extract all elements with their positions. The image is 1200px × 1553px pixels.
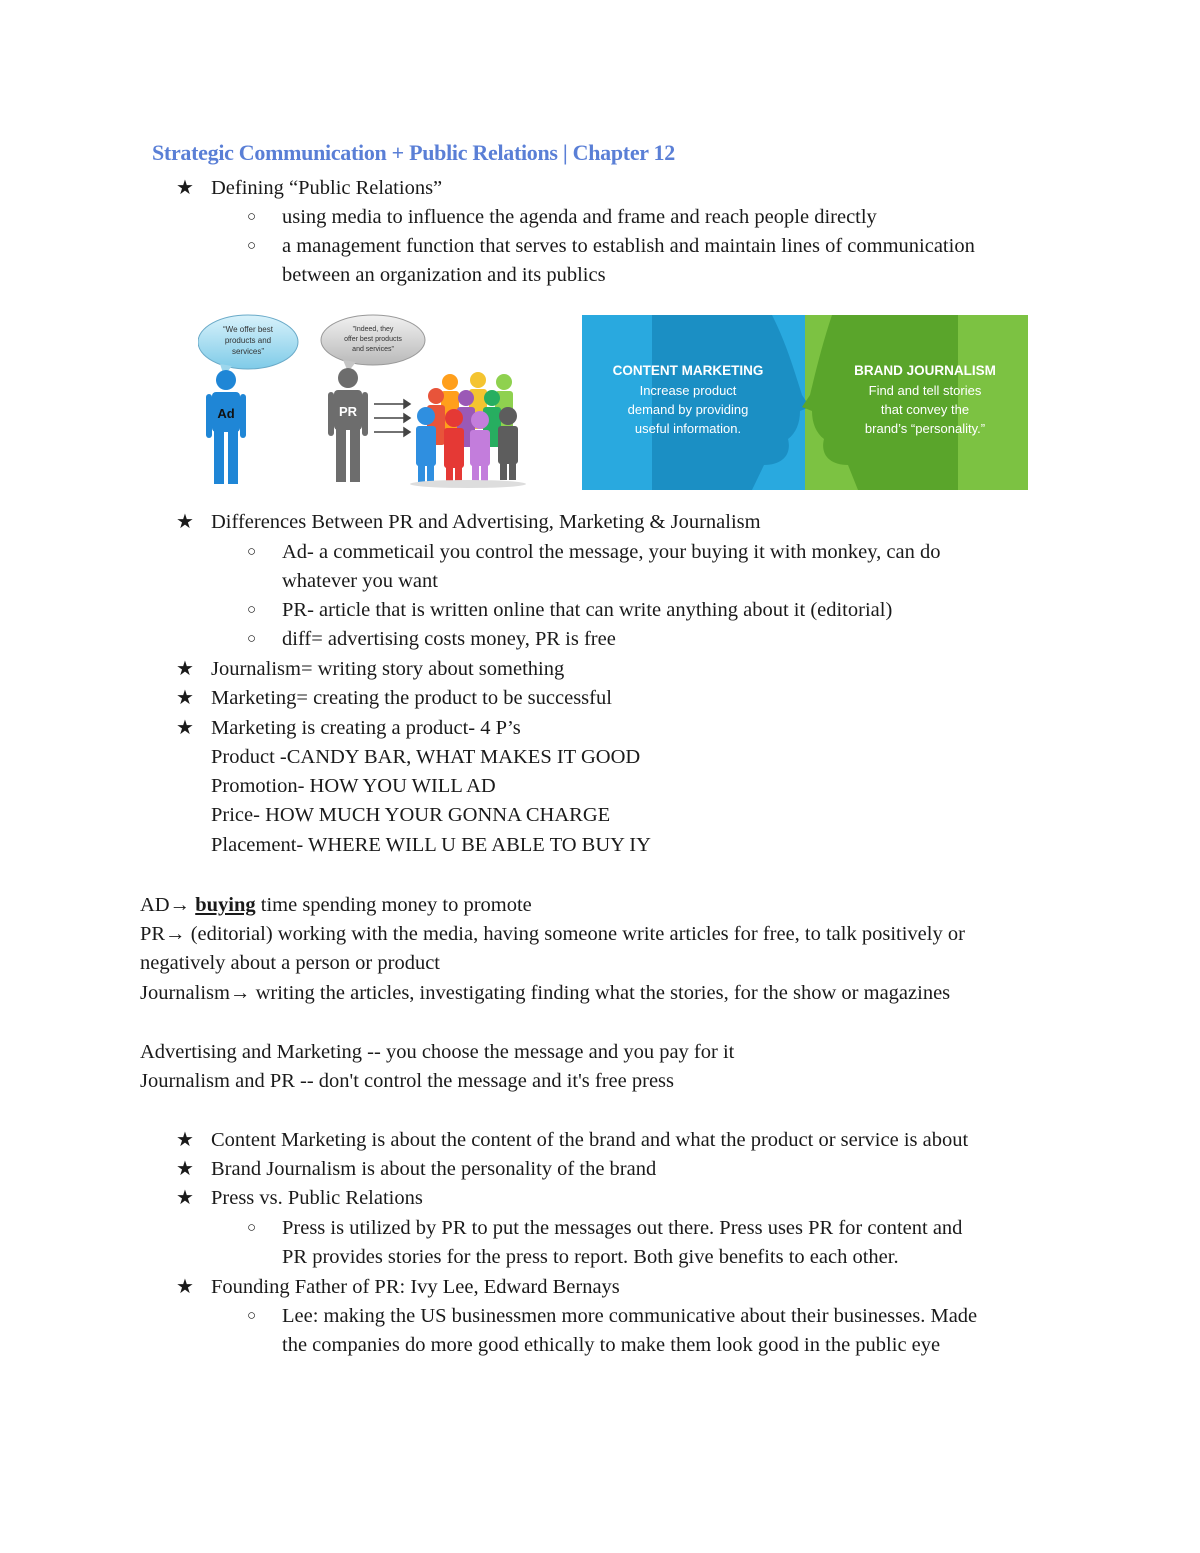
pr-label: PR — [338, 404, 358, 419]
circle-bullet-icon: ○ — [247, 209, 257, 225]
star-bullet-icon: ★ — [176, 658, 194, 680]
sub-bullet-text: a management function that serves to establish and maintain lines of communication — [282, 235, 975, 257]
bubble-pr-line: offer best products — [344, 336, 402, 343]
star-bullet-icon: ★ — [176, 1158, 194, 1180]
bullet-text: Founding Father of PR: Ivy Lee, Edward Bernays — [211, 1276, 620, 1298]
circle-bullet-icon: ○ — [247, 631, 257, 647]
sub-bullet-text: Press is utilized by PR to put the messages out there. Press uses PR for content and — [282, 1217, 963, 1239]
bullet-text: Journalism= writing story about something — [211, 658, 565, 680]
ad-buying-emphasis: buying — [195, 894, 256, 916]
bullet-text: Marketing= creating the product to be successful — [211, 687, 612, 709]
brand-journalism-title: BRAND JOURNALISM — [854, 363, 996, 378]
ad-person-icon — [206, 370, 246, 484]
content-marketing-line: useful information. — [634, 421, 742, 436]
bubble-ad-line: services” — [231, 347, 265, 356]
paragraph-journalism-pr: Journalism and PR -- don't control the message and it's free press — [140, 1070, 675, 1092]
bullet-text: Brand Journalism is about the personality of the brand — [211, 1158, 657, 1180]
circle-bullet-icon: ○ — [247, 1220, 257, 1236]
star-bullet-icon: ★ — [176, 687, 194, 709]
pr-person-icon — [328, 368, 368, 482]
arrow-icons — [374, 400, 410, 436]
paragraph-pr: PR→ (editorial) working with the media, having someone write articles for free, to talk positively or — [140, 923, 965, 945]
paragraph-ad — [140, 891, 532, 920]
star-bullet-icon: ★ — [176, 1129, 194, 1151]
brand-journalism-line: Find and tell stories — [868, 383, 982, 398]
bullet-text: Marketing is creating a product- 4 P’s — [211, 717, 521, 739]
bullet-text: Press vs. Public Relations — [211, 1187, 423, 1209]
sub-bullet-text: PR provides stories for the press to report. Both give benefits to each other. — [282, 1246, 899, 1268]
ad-rest: time spending money to promote — [255, 894, 532, 916]
circle-bullet-icon: ○ — [247, 1308, 257, 1324]
content-marketing-line: demand by providing — [627, 402, 749, 417]
sub-bullet-text: between an organization and its publics — [282, 264, 606, 286]
bubble-pr-line: ”Indeed, they — [352, 326, 394, 333]
four-ps-line: Product -CANDY BAR, WHAT MAKES IT GOOD — [211, 746, 641, 768]
four-ps-line: Promotion- HOW YOU WILL AD — [211, 775, 496, 797]
circle-bullet-icon: ○ — [247, 544, 257, 560]
sub-bullet-text: whatever you want — [282, 570, 438, 592]
sub-bullet-text: Lee: making the US businessmen more communicative about their businesses. Made — [282, 1305, 978, 1327]
circle-bullet-icon: ○ — [247, 602, 257, 618]
bullet-text: Defining “Public Relations” — [211, 177, 443, 199]
star-bullet-icon: ★ — [176, 717, 194, 739]
four-ps-line: Price- HOW MUCH YOUR GONNA CHARGE — [211, 804, 611, 826]
paragraph-journalism: Journalism→ writing the articles, investigating finding what the stories, for the show or magazines — [140, 982, 951, 1004]
paragraph-pr-cont: negatively about a person or product — [140, 952, 441, 974]
star-bullet-icon: ★ — [176, 1187, 194, 1209]
content-marketing-vs-brand-journalism-graphic — [582, 315, 1028, 490]
star-bullet-icon: ★ — [176, 177, 194, 199]
ad-vs-pr-illustration — [198, 312, 540, 492]
bullet-text: Content Marketing is about the content of the brand and what the product or service is about — [211, 1129, 969, 1151]
content-marketing-line: Increase product — [639, 383, 737, 398]
sub-bullet-text: using media to influence the agenda and frame and reach people directly — [282, 206, 877, 228]
bubble-ad-line: products and — [224, 336, 272, 345]
paragraph-ad-marketing: Advertising and Marketing -- you choose the message and you pay for it — [140, 1041, 735, 1063]
star-bullet-icon: ★ — [176, 1276, 194, 1298]
crowd-icon — [410, 372, 526, 488]
sub-bullet-text: Ad- a commeticail you control the message, your buying it with monkey, can do — [282, 541, 941, 563]
ad-prefix: AD→ — [140, 894, 196, 916]
ad-label: Ad — [217, 406, 235, 421]
bullet-text: Differences Between PR and Advertising, Marketing & Journalism — [211, 511, 761, 533]
sub-bullet-text: PR- article that is written online that can write anything about it (editorial) — [282, 599, 893, 621]
bubble-pr-line: and services” — [352, 346, 394, 353]
star-bullet-icon: ★ — [176, 511, 194, 533]
brand-journalism-line: that convey the — [880, 402, 970, 417]
page-title: Strategic Communication + Public Relations | Chapter 12 — [152, 140, 675, 165]
brand-journalism-line: brand’s “personality.” — [864, 421, 986, 436]
bubble-ad-line: “We offer best — [223, 325, 273, 334]
circle-bullet-icon: ○ — [247, 238, 257, 254]
four-ps-line: Placement- WHERE WILL U BE ABLE TO BUY IY — [211, 834, 651, 856]
sub-bullet-text: diff= advertising costs money, PR is free — [282, 628, 616, 650]
sub-bullet-text: the companies do more good ethically to make them look good in the public eye — [282, 1334, 941, 1356]
content-marketing-title: CONTENT MARKETING — [612, 363, 764, 378]
